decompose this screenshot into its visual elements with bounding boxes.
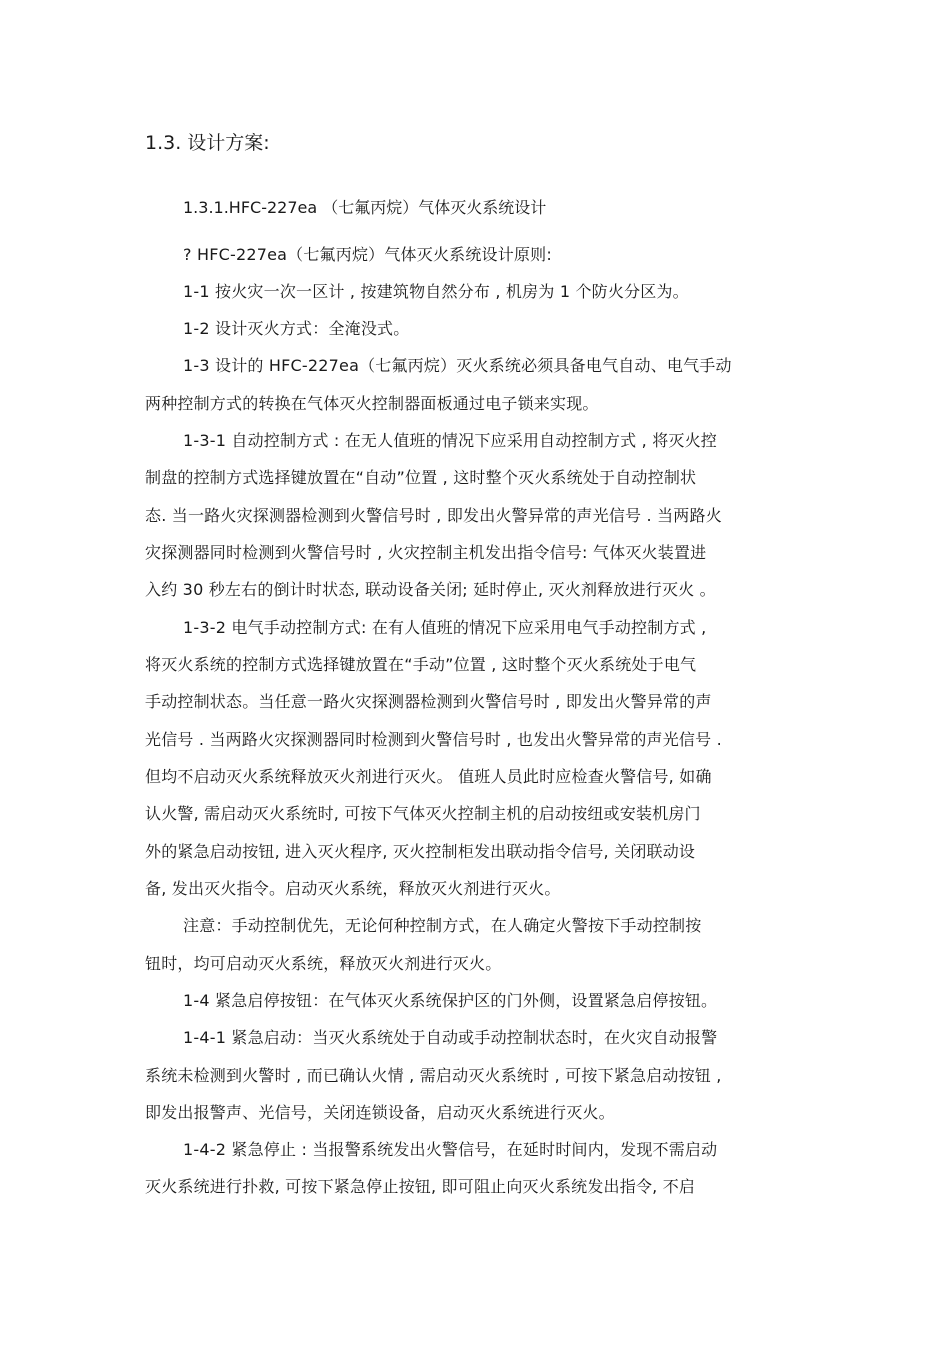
paragraph-line: 钮时，均可启动灭火系统，释放灭火剂进行灭火。 (145, 954, 502, 973)
paragraph-line: 注意：手动控制优先，无论何种控制方式，在人确定火警按下手动控制按 (183, 916, 702, 935)
paragraph-line: 光信号 . 当两路火灾探测器同时检测到火警信号时 , 也发出火警异常的声光信号 . (145, 730, 722, 749)
paragraph-line: 即发出报警声、光信号，关闭连锁设备，启动灭火系统进行灭火。 (145, 1103, 615, 1122)
subsection-heading: 1.3.1.HFC-227ea （七氟丙烷）气体灭火系统设计 (183, 198, 547, 217)
paragraph-line: 将灭火系统的控制方式选择键放置在“手动”位置 , 这时整个灭火系统处于电气 (145, 655, 697, 674)
paragraph-line: 1-2 设计灭火方式：全淹没式。 (183, 319, 410, 338)
paragraph-line: 1-3 设计的 HFC-227ea（七氟丙烷）灭火系统必须具备电气自动、电气手动 (183, 356, 732, 375)
paragraph-line: 手动控制状态。当任意一路火灾探测器检测到火警信号时 , 即发出火警异常的声 (145, 692, 712, 711)
paragraph-line: 1-4-2 紧急停止 : 当报警系统发出火警信号，在延时时间内，发现不需启动 (183, 1140, 718, 1159)
paragraph-line: 1-4 紧急启停按钮：在气体灭火系统保护区的门外侧，设置紧急启停按钮。 (183, 991, 718, 1010)
paragraph-line: ? HFC-227ea（七氟丙烷）气体灭火系统设计原则: (183, 245, 552, 264)
paragraph-line: 灾探测器同时检测到火警信号时 , 火灾控制主机发出指令信号: 气体灭火装置进 (145, 543, 707, 562)
paragraph-line: 制盘的控制方式选择键放置在“自动”位置 , 这时整个灭火系统处于自动控制状 (145, 468, 697, 487)
paragraph-line: 灭火系统进行扑救, 可按下紧急停止按钮, 即可阻止向灭火系统发出指令, 不启 (145, 1177, 696, 1196)
paragraph-line: 入约 30 秒左右的倒计时状态, 联动设备关闭; 延时停止, 灭火剂释放进行灭火 。 (145, 580, 716, 599)
paragraph-line: 1-1 按火灾一次一区计 , 按建筑物自然分布 , 机房为 1 个防火分区为。 (183, 282, 689, 301)
paragraph-line: 备, 发出灭火指令。启动灭火系统，释放灭火剂进行灭火。 (145, 879, 561, 898)
paragraph-line: 外的紧急启动按钮, 进入灭火程序, 灭火控制柜发出联动指令信号, 关闭联动设 (145, 842, 696, 861)
paragraph-line: 认火警, 需启动灭火系统时, 可按下气体灭火控制主机的启动按纽或安装机房门 (145, 804, 701, 823)
paragraph-line: 两种控制方式的转换在气体灭火控制器面板通过电子锁来实现。 (145, 394, 599, 413)
paragraph-line: 系统未检测到火警时 , 而已确认火情 , 需启动灭火系统时 , 可按下紧急启动按钮 , (145, 1066, 722, 1085)
paragraph-line: 1-3-1 自动控制方式 : 在无人值班的情况下应采用自动控制方式 , 将灭火控 (183, 431, 717, 450)
section-heading: 1.3. 设计方案: (145, 132, 270, 154)
paragraph-line: 1-4-1 紧急启动：当灭火系统处于自动或手动控制状态时，在火灾自动报警 (183, 1028, 718, 1047)
paragraph-line: 但均不启动灭火系统释放灭火剂进行灭火。 值班人员此时应检查火警信号, 如确 (145, 767, 712, 786)
paragraph-line: 1-3-2 电气手动控制方式: 在有人值班的情况下应采用电气手动控制方式 , (183, 618, 707, 637)
paragraph-line: 态. 当一路火灾探测器检测到火警信号时 , 即发出火警异常的声光信号 . 当两路火 (145, 506, 722, 525)
